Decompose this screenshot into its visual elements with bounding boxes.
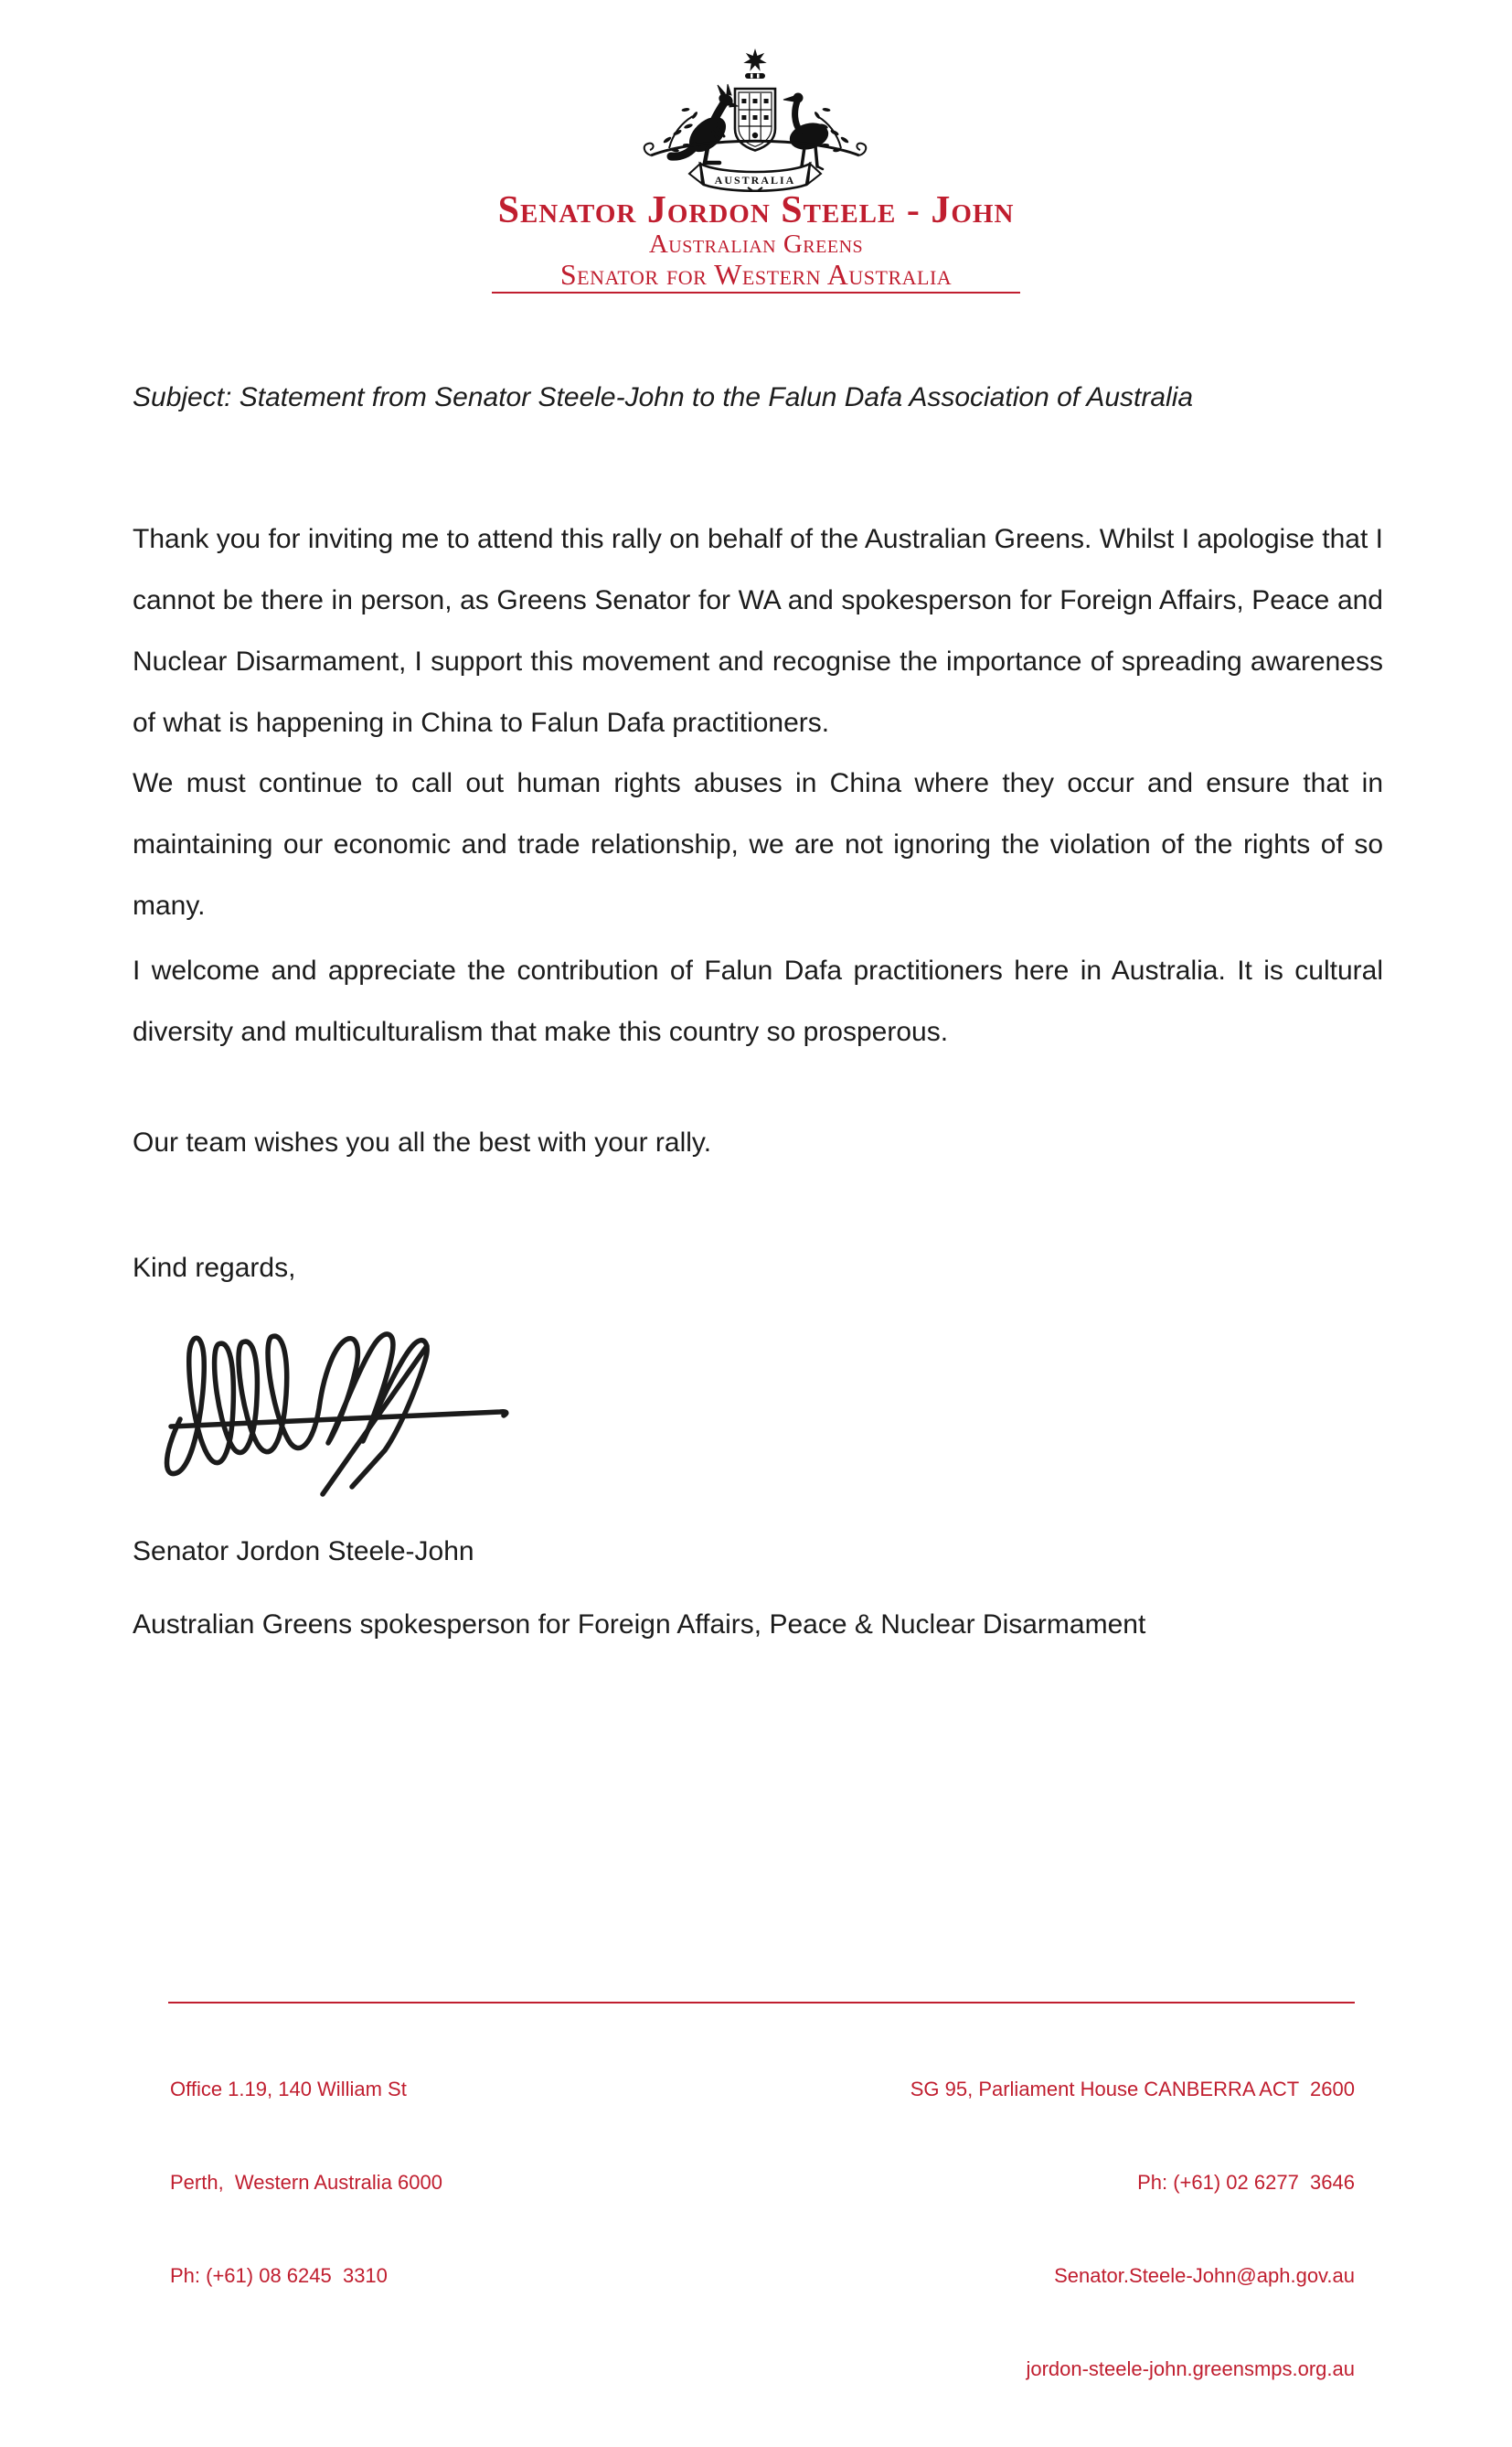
closing-line: Kind regards, <box>133 1253 296 1283</box>
footer-website: jordon-steele-john.greensmps.org.au <box>1026 2357 1355 2380</box>
banner-text: AUSTRALIA <box>714 174 796 187</box>
role-heading: Senator for Western Australia <box>559 258 953 291</box>
handwritten-signature-icon <box>149 1306 515 1500</box>
party-heading: Australian Greens <box>648 230 864 259</box>
footer-office-address <box>170 2012 442 2354</box>
footer-parliament-contact <box>910 2012 1355 2447</box>
footer-right-line-2: Ph: (+61) 02 6277 3646 <box>1137 2171 1355 2194</box>
body-paragraph-3: I welcome and appreciate the contribution of Falun Dafa practitioners here in Australia. It is cultural diversity and multiculturalism that make this country so prosperous. <box>133 956 1383 1047</box>
subject-line: Subject: Statement from Senator Steele-John to the Falun Dafa Association of Australia <box>133 382 1194 412</box>
footer-right-line-1: SG 95, Parliament House CANBERRA ACT 2600 <box>910 2078 1355 2100</box>
footer-left-line-1: Office 1.19, 140 William St <box>170 2078 407 2100</box>
australian-coat-of-arms-icon <box>636 46 876 192</box>
signatory-name: Senator Jordon Steele-John <box>133 1536 474 1566</box>
kangaroo-icon <box>671 84 738 163</box>
footer-left-line-3: Ph: (+61) 08 6245 3310 <box>170 2264 388 2287</box>
body-paragraph-2: We must continue to call out human rights abuses in China where they occur and ensure that in maintaining our economic and trade relationship, we are not ignoring the violation of the rights of so many. <box>133 768 1383 921</box>
senator-name-heading: Senator Jordon Steele - John <box>497 189 1015 231</box>
emu-icon <box>783 93 831 169</box>
footer-email: Senator.Steele-John@aph.gov.au <box>1054 2264 1355 2287</box>
commonwealth-star-icon <box>743 48 766 79</box>
letterhead-divider <box>492 292 1020 294</box>
body-paragraph-4: Our team wishes you all the best with your rally. <box>133 1127 712 1158</box>
footer-divider <box>168 2002 1355 2004</box>
body-paragraph-1: Thank you for inviting me to attend this rally on behalf of the Australian Greens. Whilst I apologise that I cannot be there in person, as Greens Senator for WA and spokesperson for Foreign Affairs, Peace and Nuclear Disarmament, I support this movement and recognise the importance of spreading awareness of what is happening in China to Falun Dafa practitioners. <box>133 524 1383 738</box>
footer-left-line-2: Perth, Western Australia 6000 <box>170 2171 442 2194</box>
signatory-title: Australian Greens spokesperson for Foreign Affairs, Peace & Nuclear Disarmament <box>133 1609 1146 1640</box>
